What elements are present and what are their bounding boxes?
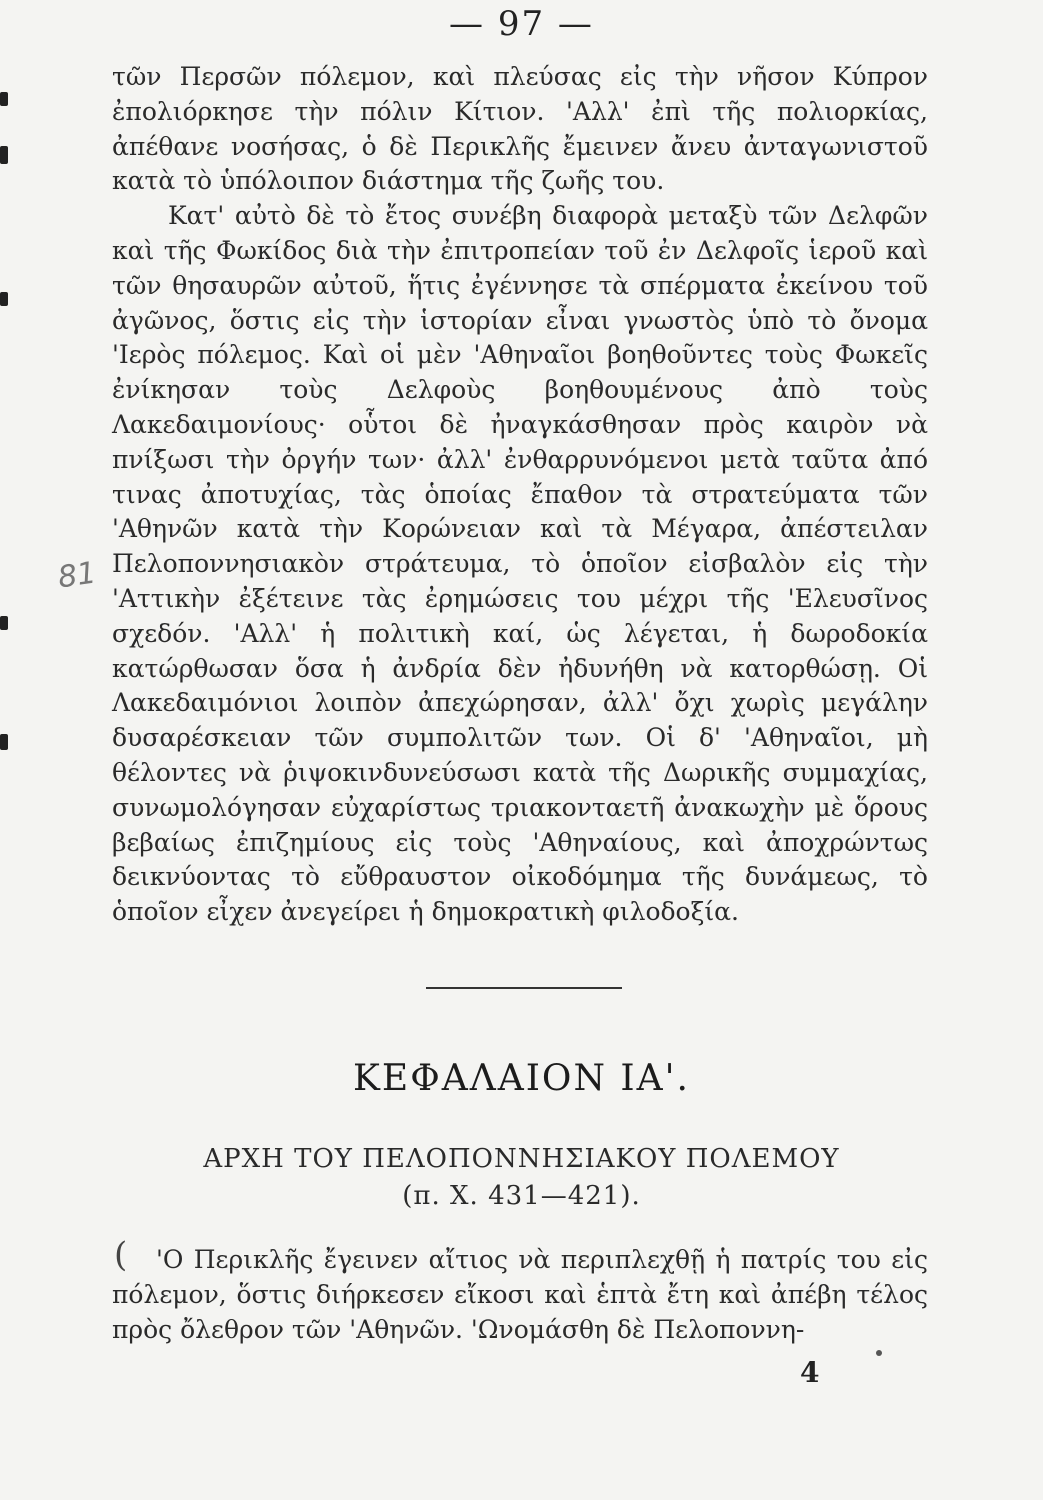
section-divider	[426, 987, 622, 989]
chapter-title: ΚΕΦΑΛΑΙΟΝ ΙΑ'.	[353, 1058, 690, 1099]
edge-mark	[0, 92, 8, 106]
edge-mark	[0, 616, 8, 630]
paragraph: 'Ο Περικλῆς ἔγεινεν αἴτιος νὰ περιπλεχθῇ ἡ πατρίς του εἰς πόλεμον, ὅστις διήρκεσεν εἴκοσι καὶ ἑπτὰ ἔτη καὶ ἀπέβη τέλος πρὸς ὄλεθρον τῶν 'Αθηνῶν. 'Ωνομάσθη δὲ Πελοποννη-	[112, 1245, 928, 1344]
handwritten-margin-note: 81	[55, 555, 99, 596]
page-number: — 97 —	[449, 4, 594, 44]
chapter-dates: (π. Χ. 431—421).	[402, 1181, 641, 1211]
ink-dot	[876, 1350, 882, 1356]
edge-mark	[0, 734, 8, 750]
paragraph: Κατ' αὐτὸ δὲ τὸ ἔτος συνέβη διαφορὰ μεταξὺ τῶν Δελφῶν καὶ τῆς Φωκίδος διὰ τὴν ἐπιτροπείαν τοῦ ἐν Δελφοῖς ἱεροῦ καὶ τῶν θησαυρῶν αὐτοῦ, ἥτις ἐγέννησε τὰ σπέρματα ἐκείνου τοῦ ἀγῶνος, ὅστις εἰς τὴν ἱστορίαν εἶναι γνωστὸς ὑπὸ τὸ ὄνομα 'Ιερὸς πόλεμος. Καὶ οἱ μὲν 'Αθηναῖοι βοηθοῦντες τοὺς Φωκεῖς ἐνίκησαν τοὺς Δελφοὺς βοηθουμένους ἀπὸ τοὺς Λακεδαιμονίους· οὗτοι δὲ ἠναγκάσθησαν πρὸς καιρὸν νὰ πνίξωσι τὴν ὀργήν των· ἀλλ' ἐνθαρρυνόμενοι μετὰ ταῦτα ἀπό τινας ἀποτυχίας, τὰς ὁποίας ἔπαθον τὰ στρατεύματα τῶν 'Αθηνῶν κατὰ τὴν Κορώνειαν καὶ τὰ Μέγαρα, ἀπέστειλαν Πελοποννησιακὸν στράτευμα, τὸ ὁποῖον εἰσβαλὸν εἰς τὴν 'Αττικὴν ἐξέτεινε τὰς ἐρημώσεις του μέχρι τῆς 'Ελευσῖνος σχεδόν. 'Αλλ' ἡ πολιτικὴ καί, ὡς λέγεται, ἡ δωροδοκία κατώρθωσαν ὅσα ἡ ἀνδρία δὲν ἠδυνήθη νὰ κατορθώσῃ. Οἱ Λακεδαιμόνιοι λοιπὸν ἀπεχώρησαν, ἀλλ' ὄχι χωρὶς μεγάλην δυσαρέσκειαν τῶν συμπολιτῶν των. Οἱ δ' 'Αθηναῖοι, μὴ θέλοντες νὰ ῥιψοκινδυνεύσωσι κατὰ τῆς Δωρικῆς συμμαχίας, συνωμολόγησαν εὐχαρίστως τριακονταετῆ ἀνακωχὴν μὲ ὅρους βεβαίως ἐπιζημίους εἰς τοὺς 'Αθηναίους, καὶ ἀποχρώντως δεικνύοντας τὸ εὔθραυστον οἰκοδόμημα τῆς δυνάμεως, τὸ ὁποῖον εἶχεν ἀνεγείρει ἡ δημοκρατικὴ φιλοδοξία.	[112, 201, 928, 927]
signature-mark: 4	[800, 1356, 820, 1389]
edge-mark	[0, 292, 8, 306]
body-text	[112, 60, 928, 930]
edge-mark	[0, 146, 8, 164]
chapter-opening-text	[112, 1243, 928, 1347]
paragraph: τῶν Περσῶν πόλεμον, καὶ πλεύσας εἰς τὴν νῆσον Κύπρον ἐπολιόρκησε τὴν πόλιν Κίτιον. 'Αλλ' ἐπὶ τῆς πολιορκίας, ἀπέθανε νοσήσας, ὁ δὲ Περικλῆς ἔμεινεν ἄνευ ἀνταγωνιστοῦ κατὰ τὸ ὑπόλοιπον διάστημα τῆς ζωῆς του.	[112, 62, 928, 196]
handwritten-bracket-mark: (	[114, 1235, 128, 1275]
chapter-subtitle: ΑΡΧΗ ΤΟΥ ΠΕΛΟΠΟΝΝΗΣΙΑΚΟΥ ΠΟΛΕΜΟΥ	[203, 1144, 840, 1174]
